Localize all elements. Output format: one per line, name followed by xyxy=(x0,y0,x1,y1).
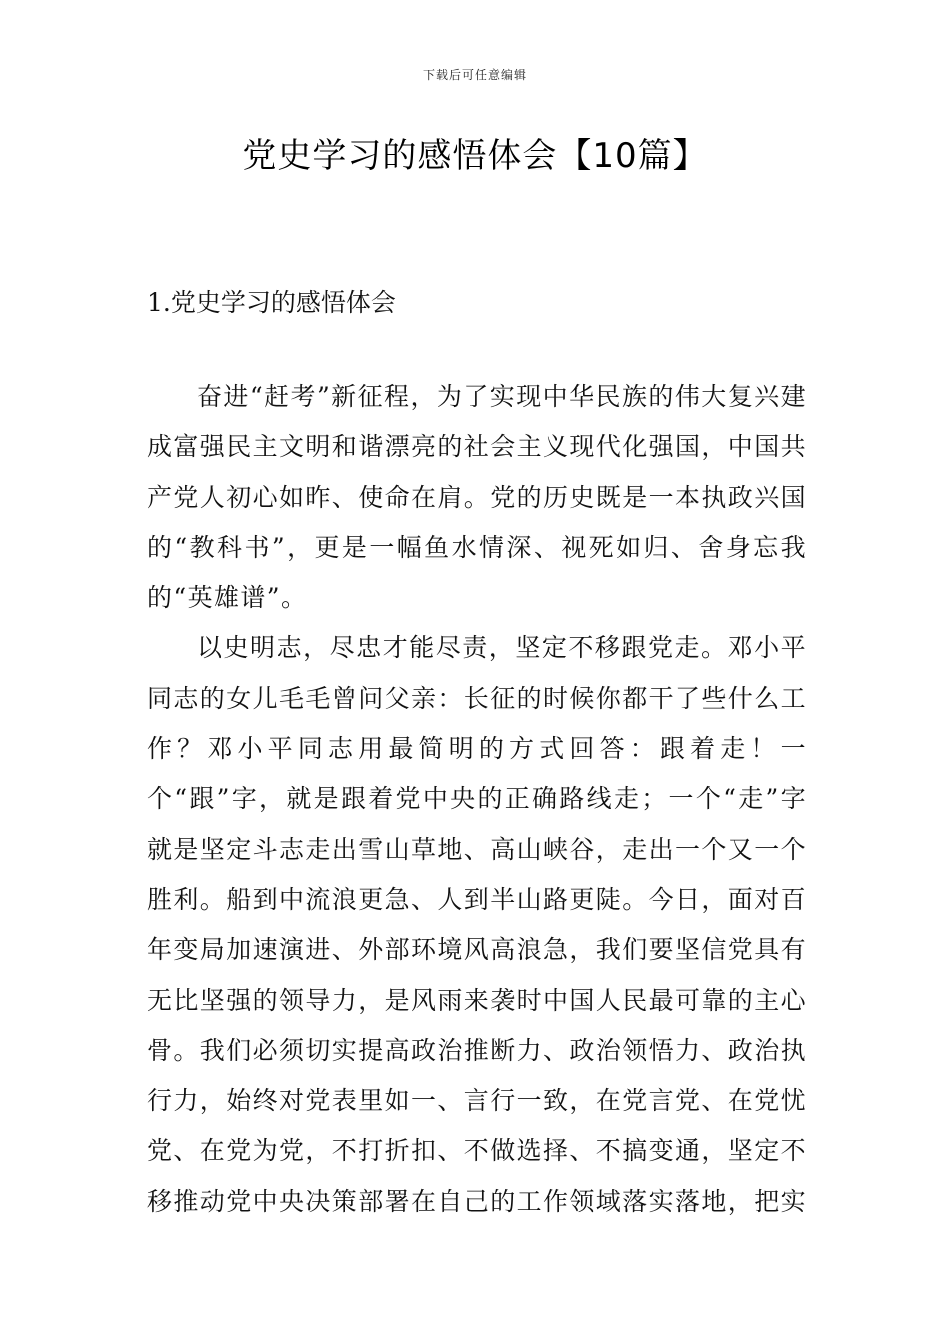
section-heading: 1.党史学习的感悟体会 xyxy=(147,288,396,317)
document-title: 党史学习的感悟体会【10篇】 xyxy=(242,136,708,176)
header-note: 下载后可任意编辑 xyxy=(422,68,527,82)
paragraph-1: 奋进“赶考”新征程，为了实现中华民族的伟大复兴建成富强民主文明和谐漂亮的社会主义现代化强国，中国共产党人初心如昨、使命在肩。党的历史既是一本执政兴国的“教科书”，更是一幅鱼水情深、视死如归、舍身忘我的“英雄谱”。 xyxy=(147,382,808,613)
paragraph-2: 以史明志，尽忠才能尽责，坚定不移跟党走。邓小平同志的女儿毛毛曾问父亲：长征的时候你都干了些什么工作？邓小平同志用最简明的方式回答：跟着走！一个“跟”字，就是跟着党中央的正确路线走；一个“走”字就是坚定斗志走出雪山草地、高山峡谷，走出一个又一个胜利。船到中流浪更急、人到半山路更陡。今日，面对百年变局加速演进、外部环境风高浪急，我们要坚信党具有无比坚强的领导力，是风雨来袭时中国人民最可靠的主心骨。我们必须切实提高政治推断力、政治领悟力、政治执行力，始终对党表里如一、言行一致，在党言党、在党忧党、在党为党，不打折扣、不做选择、不搞变通，坚定不移推动党中央决策部署在自己的工作领域落实落地，把实 xyxy=(147,633,808,1216)
document-body xyxy=(147,372,807,1227)
